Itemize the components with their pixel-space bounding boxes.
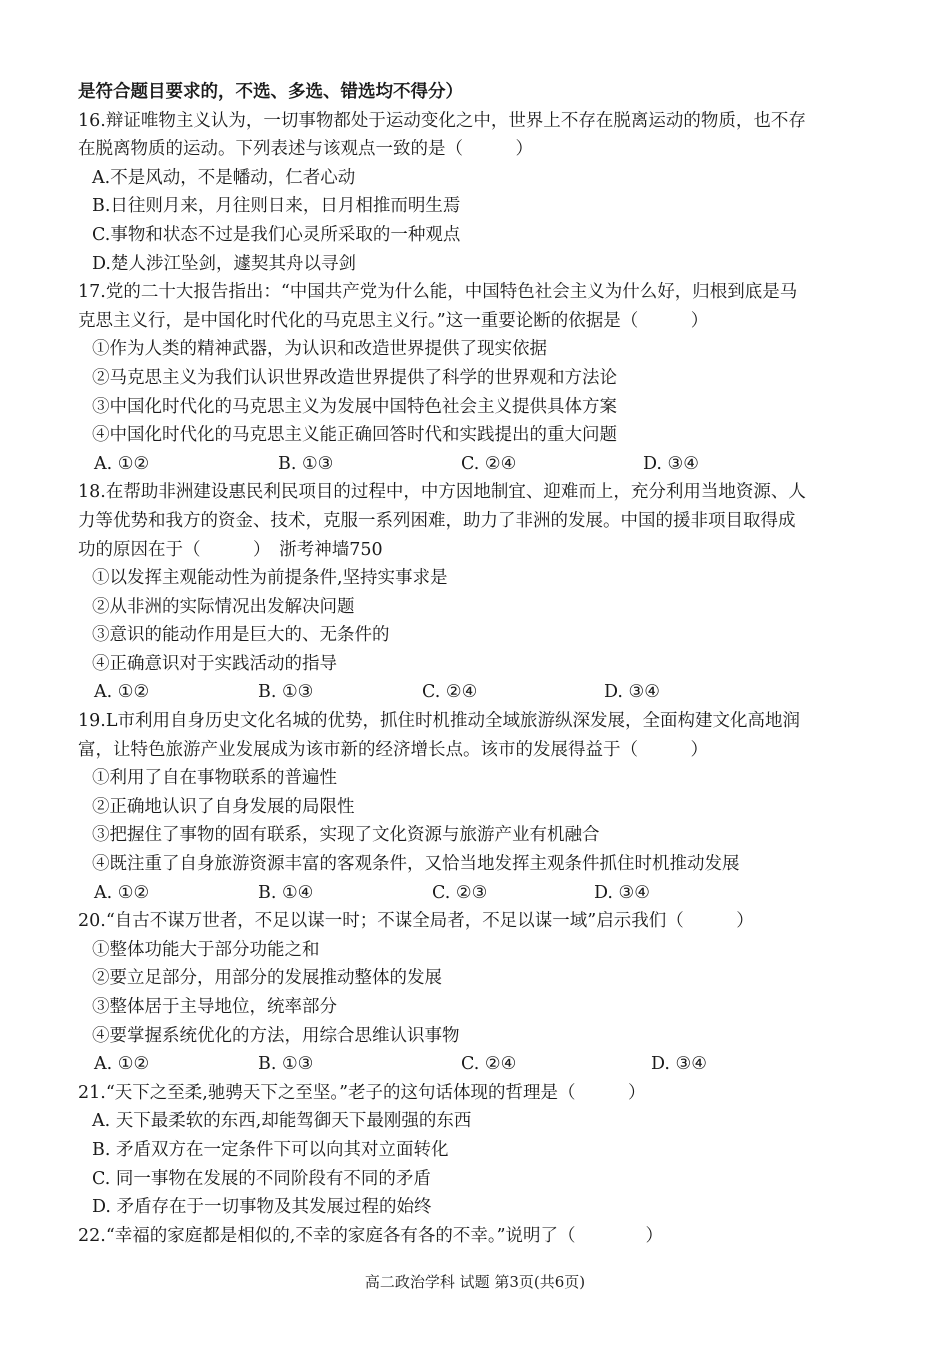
question-17-stem-line-1: 17.党的二十大报告指出：“中国共产党为什么能，中国特色社会主义为什么好，归根到底是马 xyxy=(78,282,798,303)
question-17-item-3: ③中国化时代化的马克思主义为发展中国特色社会主义提供具体方案 xyxy=(92,396,617,417)
question-20-item-1: ①整体功能大于部分功能之和 xyxy=(92,939,320,960)
question-19-choice-a: A. ①② xyxy=(94,882,150,903)
question-17-item-4: ④中国化时代化的马克思主义能正确回答时代和实践提出的重大问题 xyxy=(92,425,617,446)
question-16-option-a: A.不是风动，不是幡动，仁者心动 xyxy=(92,167,356,188)
question-20-item-3: ③整体居于主导地位，统率部分 xyxy=(92,997,337,1017)
question-20-choice-a: A. ①② xyxy=(94,1054,150,1075)
question-18 xyxy=(78,478,878,707)
question-19-choice-c: C. ②③ xyxy=(432,882,488,903)
question-16-option-d: D.楚人涉江坠剑，遽契其舟以寻剑 xyxy=(92,253,356,274)
question-20-item-4: ④要掌握系统优化的方法，用综合思维认识事物 xyxy=(92,1025,460,1046)
question-19-item-4: ④既注重了自身旅游资源丰富的客观条件，又恰当地发挥主观条件抓住时机推动发展 xyxy=(92,854,740,875)
question-19-item-2: ②正确地认识了自身发展的局限性 xyxy=(92,796,355,817)
question-18-choice-d: D. ③④ xyxy=(604,682,660,703)
question-20-choice-b: B. ①③ xyxy=(258,1054,314,1075)
question-19-choice-d: D. ③④ xyxy=(594,882,650,903)
question-19-stem-line-1: 19.L市利用自身历史文化名城的优势，抓住时机推动全域旅游纵深发展，全面构建文化高地润 xyxy=(78,711,800,732)
question-18-stem-line-3: 功的原因在于（ ） 浙考神墙750 xyxy=(78,539,383,560)
question-17-item-1: ①作为人类的精神武器，为认识和改造世界提供了现实依据 xyxy=(92,339,547,360)
question-16-stem-line-1: 16.辩证唯物主义认为，一切事物都处于运动变化之中，世界上不存在脱离运动的物质，也不存 xyxy=(78,110,806,131)
question-19-item-3: ③把握住了事物的固有联系，实现了文化资源与旅游产业有机融合 xyxy=(92,825,600,846)
page-content xyxy=(78,78,878,1250)
question-20-choice-c: C. ②④ xyxy=(461,1054,517,1075)
question-19-item-1: ①利用了自在事物联系的普遍性 xyxy=(92,768,337,789)
question-18-item-4: ④正确意识对于实践活动的指导 xyxy=(92,653,337,674)
question-19-choices xyxy=(78,879,878,908)
question-18-choice-b: B. ①③ xyxy=(258,682,314,703)
question-21-option-d: D. 矛盾存在于一切事物及其发展过程的始终 xyxy=(92,1197,432,1218)
question-21 xyxy=(78,1079,878,1222)
question-17-choice-b: B. ①③ xyxy=(278,453,334,474)
question-20-choices xyxy=(78,1050,878,1079)
question-18-item-3: ③意识的能动作用是巨大的、无条件的 xyxy=(92,625,390,646)
question-19 xyxy=(78,707,878,907)
question-17-stem-line-2: 克思主义行，是中国化时代化的马克思主义行。”这一重要论断的依据是（ ） xyxy=(78,310,709,331)
question-18-choice-a: A. ①② xyxy=(94,682,150,703)
question-21-option-c: C. 同一事物在发展的不同阶段有不同的矛盾 xyxy=(92,1168,431,1189)
question-20-stem-line-1: 20.“自古不谋万世者，不足以谋一时；不谋全局者，不足以谋一域”启示我们（ ） xyxy=(78,911,754,932)
question-17-choice-a: A. ①② xyxy=(94,453,150,474)
question-18-stem-line-2: 力等优势和我方的资金、技术，克服一系列困难，助力了非洲的发展。中国的援非项目取得成 xyxy=(78,510,796,531)
question-18-item-2: ②从非洲的实际情况出发解决问题 xyxy=(92,596,355,617)
question-22 xyxy=(78,1222,878,1251)
question-21-option-b: B. 矛盾双方在一定条件下可以向其对立面转化 xyxy=(92,1139,449,1160)
question-20 xyxy=(78,907,878,1079)
question-17-choice-c: C. ②④ xyxy=(461,453,517,474)
question-18-choice-c: C. ②④ xyxy=(422,682,478,703)
question-22-stem-line-1: 22.“幸福的家庭都是相似的,不幸的家庭各有各的不幸。”说明了（ ） xyxy=(78,1225,664,1246)
page-footer: 高二政治学科 试题 第3页(共6页) xyxy=(364,1273,586,1291)
question-16-option-b: B.日往则月来，月往则日来，日月相推而明生焉 xyxy=(92,196,461,217)
question-20-item-2: ②要立足部分，用部分的发展推动整体的发展 xyxy=(92,968,442,989)
question-19-choice-b: B. ①④ xyxy=(258,882,314,903)
question-17 xyxy=(78,278,878,478)
question-21-stem-line-1: 21.“天下之至柔,驰骋天下之至坚。”老子的这句话体现的哲理是（ ） xyxy=(78,1082,646,1103)
question-17-choices xyxy=(78,450,878,479)
question-17-choice-d: D. ③④ xyxy=(643,453,699,474)
question-21-option-a: A. 天下最柔软的东西,却能驾御天下最刚强的东西 xyxy=(92,1111,472,1132)
question-16 xyxy=(78,107,878,279)
question-18-choices xyxy=(78,678,878,707)
question-20-choice-d: D. ③④ xyxy=(651,1054,707,1075)
question-16-option-c: C.事物和状态不过是我们心灵所采取的一种观点 xyxy=(92,224,461,245)
question-18-item-1: ①以发挥主观能动性为前提条件,坚持实事求是 xyxy=(92,568,448,589)
question-16-stem-line-2: 在脱离物质的运动。下列表述与该观点一致的是（ ） xyxy=(78,139,533,160)
section-instruction: 是符合题目要求的，不选、多选、错选均不得分） xyxy=(78,82,463,102)
question-17-item-2: ②马克思主义为我们认识世界改造世界提供了科学的世界观和方法论 xyxy=(92,367,617,388)
question-18-stem-line-1: 18.在帮助非洲建设惠民利民项目的过程中，中方因地制宜、迎难而上，充分利用当地资源、人 xyxy=(78,482,806,503)
question-19-stem-line-2: 富，让特色旅游产业发展成为该市新的经济增长点。该市的发展得益于（ ） xyxy=(78,739,708,760)
